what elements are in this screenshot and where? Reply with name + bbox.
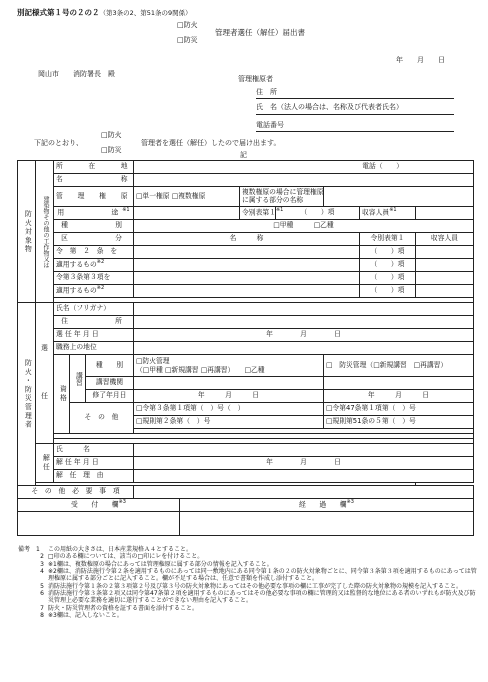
rei2-label-line1: 令 第 ２ 条 を xyxy=(54,246,134,259)
location-phone[interactable]: 電話（ ） xyxy=(134,161,474,174)
rei2-name-field-2[interactable] xyxy=(134,259,360,272)
rei3-kou-2[interactable]: （ ）項 xyxy=(360,285,416,298)
owner-name-label: 氏 名（法人の場合は、名称及び代表者氏名） xyxy=(256,103,403,111)
note-number: 8 xyxy=(40,611,44,619)
disaster-mgr-options[interactable]: □ 防災管理（□新規講習 □再講習） xyxy=(324,355,474,377)
furigana-field[interactable] xyxy=(134,303,474,316)
type-a-checkbox[interactable]: □甲種 xyxy=(273,221,294,230)
receipt-field xyxy=(18,512,180,536)
rei3-label-line2: 適用するもの$^{※2}$ xyxy=(54,285,134,298)
dismissal-name-field[interactable] xyxy=(134,444,474,457)
fire-mgr-options[interactable] xyxy=(134,355,324,377)
group-manager-label: 防火・防災管理者 xyxy=(23,358,32,430)
rei-note: ※1 xyxy=(275,207,284,214)
capacity-field[interactable] xyxy=(416,207,474,220)
body-checkbox-fire[interactable]: □防火 xyxy=(101,131,122,139)
qualification-label: 資格 xyxy=(58,385,67,403)
rei3-capacity-1[interactable] xyxy=(416,272,474,285)
submission-date: 年 月 日 xyxy=(396,56,445,64)
other-qual-label: そ の 他 xyxy=(70,403,134,434)
dismissal-date-field[interactable]: 年 月 日 xyxy=(134,457,474,470)
progress-field xyxy=(180,512,474,536)
note-number: 7 xyxy=(40,604,44,612)
group-target-label: 防火対象物 xyxy=(23,209,32,254)
address-underline xyxy=(256,98,454,99)
rei2-kou-1[interactable]: （ ）項 xyxy=(360,246,416,259)
owner-phone-label: 電話番号 xyxy=(256,121,284,129)
select-date-label: 選 任 年 月 日 xyxy=(54,329,134,342)
course-label: 講習 xyxy=(74,371,83,386)
note-item: 消防法施行令第１条の２第３項第２号及び第３号の防火対象物にあってはその他必要な事項の欄に工事が完了した際の防火対象物の規模を記入すること。 xyxy=(48,582,462,590)
group-select-label-2: 任 xyxy=(41,392,48,400)
course-org-disaster-field[interactable] xyxy=(324,377,474,390)
notes-row-2 xyxy=(18,553,478,560)
manager-address-label: 住 所 xyxy=(54,316,134,329)
group-target-object xyxy=(18,161,36,303)
rei3-note: ※2 xyxy=(96,285,105,292)
notes-label: 備考 1 xyxy=(18,546,40,553)
rei2-label-line2: 適用するもの$^{※2}$ xyxy=(54,259,134,272)
other-kisoku2-item[interactable]: □規則第２条第（ ）号 xyxy=(134,416,324,429)
body-prefix: 下記のとおり、 xyxy=(34,139,83,147)
phone-underline xyxy=(256,131,454,132)
progress-note: ※3 xyxy=(346,499,354,506)
note-item: ※1欄は、複数権原の場合にあっては管理権原に属する部分の情報を記入すること。 xyxy=(48,560,273,568)
receipt-header: 受 付 欄$^{※3}$ xyxy=(18,499,180,512)
dismissal-reason-label: 解 任 理 由 xyxy=(54,470,134,483)
rei2-capacity-2[interactable] xyxy=(416,259,474,272)
note-item: □印のある欄については、該当の□印にレを付けること。 xyxy=(48,553,204,561)
target-name-label: 名 称 xyxy=(54,174,134,187)
group-dismissal-label: 解任 xyxy=(41,454,50,472)
multi-note-line1: 複数権原の場合に管理権原 xyxy=(242,188,324,197)
capacity-note: ※1 xyxy=(389,207,397,214)
body-text: 管理者を選任（解任）したので届け出ます。 xyxy=(141,139,281,147)
notes-row-6 xyxy=(18,590,478,605)
multi-authority-field[interactable] xyxy=(324,187,474,207)
other-rei47-item[interactable]: □令第47条第１項第（ ）号 xyxy=(324,403,474,416)
recipient: 岡山市 消防署長 殿 xyxy=(38,70,115,78)
note-number: 2 xyxy=(40,553,44,561)
capacity-label: 収容人員$^{※1}$ xyxy=(360,207,416,220)
rei2-note: ※2 xyxy=(96,259,105,266)
notes-row-4 xyxy=(18,568,478,583)
note-item: 防火・防災管理者の資格を証する書面を添付すること。 xyxy=(48,604,199,612)
notes-row-7 xyxy=(18,605,478,612)
note-number: 4 xyxy=(40,567,44,575)
dismissal-date-label: 解 任 年 月 日 xyxy=(54,457,134,470)
note-number: 3 xyxy=(40,560,44,568)
title-checkbox-fire[interactable]: □防火 xyxy=(177,21,198,29)
remarks-label: そ の 他 必 要 事 項 xyxy=(18,486,134,499)
rei2-name-field-1[interactable] xyxy=(134,246,360,259)
rei3-kou-1[interactable]: （ ）項 xyxy=(360,272,416,285)
remarks-field[interactable] xyxy=(134,486,474,499)
title-checkbox-disaster[interactable]: □防災 xyxy=(177,36,198,44)
authority-label: 管 理 権 原 xyxy=(54,187,134,207)
completion-date-fire[interactable]: 年 月 日 xyxy=(134,390,324,403)
owner-address-label: 住 所 xyxy=(256,88,277,96)
fire-mgr-checkbox[interactable]: □防火管理 xyxy=(136,357,170,366)
authority-options[interactable] xyxy=(134,187,240,207)
multi-authority-note xyxy=(240,187,324,207)
course-org-fire-field[interactable] xyxy=(134,377,324,390)
type-label: 種 別 xyxy=(54,220,134,233)
multi-note-line2: に属する部分の名称 xyxy=(242,195,304,204)
col-rei-header: 令別表第１ xyxy=(360,233,416,246)
group-manager xyxy=(18,303,36,486)
rei3-name-field-2[interactable] xyxy=(134,285,360,298)
type-options[interactable] xyxy=(134,220,474,233)
notes-row-3 xyxy=(18,561,478,568)
rei2-capacity-1[interactable] xyxy=(416,246,474,259)
group-dismissal xyxy=(36,444,54,483)
group-select-label-1: 選 xyxy=(41,344,48,353)
progress-header: 経 過 欄$^{※3}$ xyxy=(180,499,474,512)
location-label: 所 在 地 xyxy=(54,161,134,174)
use-label: 用 途$^{※1}$ xyxy=(54,207,134,220)
col-capacity-header: 収容人員 xyxy=(416,233,474,246)
rei3-label-line1: 令第３条第３項を xyxy=(54,272,134,285)
target-name-field[interactable] xyxy=(134,174,474,187)
use-note: ※1 xyxy=(122,207,130,214)
dismissal-reason-field[interactable] xyxy=(134,470,474,483)
completion-date-label: 修了年月日 xyxy=(86,390,134,403)
type-b-checkbox[interactable]: □乙種 xyxy=(313,221,334,230)
note-item: 消防法施行令第３条第２項又は同令第47条第２項を適用するものにあってはその他必要な事項の欄に管理的又は監督的な地位にある者のいずれもが防火及び防災管理上必要な業務を適切に遂行することができない理由を記入すること。 xyxy=(48,589,476,605)
course-kind-label: 種 別 xyxy=(86,355,134,377)
dismissal-name-label: 氏 名 xyxy=(54,444,134,457)
col-name-header: 名 称 xyxy=(134,233,360,246)
manager-address-field[interactable] xyxy=(134,316,474,329)
body-checkbox-disaster[interactable]: □防災 xyxy=(101,146,122,154)
group-building xyxy=(36,161,54,303)
group-select xyxy=(36,303,54,444)
note-item: ※2欄は、消防法施行令第２条を適用するものにあっては同一敷地内にある同令第１条の２の防火対象物ごとに、同令第３条第３項を適用するものにあっては管理権原に属する部分ごとに記入すること。欄が不足する場合は、任意で書類を作成し添付すること。 xyxy=(48,567,477,583)
course-org-label: 講習機関 xyxy=(86,377,134,390)
rei3-capacity-2[interactable] xyxy=(416,285,474,298)
form-reference: （第3条の2、第51条の9関係） xyxy=(99,9,192,17)
select-date-field[interactable]: 年 月 日 xyxy=(134,329,474,342)
qualification-group xyxy=(54,355,70,434)
ki-label: 記 xyxy=(240,151,247,159)
note-item: ※3欄は、記入しないこと。 xyxy=(48,611,123,619)
fire-mgr-sub-options[interactable]: （□甲種 □新規講習 □再講習） □乙種 xyxy=(136,365,265,374)
multiple-authority-checkbox[interactable]: □複数権原 xyxy=(171,191,206,200)
owner-label: 管理権原者 xyxy=(238,75,273,83)
rei-label: 令別表第１$^{※1}$ xyxy=(240,207,276,220)
notification-form-table xyxy=(17,160,474,536)
notes-row-5 xyxy=(18,583,478,590)
note-item: この用紙の大きさは、日本産業規格Ａ４とすること。 xyxy=(48,546,193,553)
other-kisoku51-item[interactable]: □規則第51条の５第（ ）号 xyxy=(324,416,474,429)
group-building-label: 建築物その他の工作物又は xyxy=(41,195,49,268)
rei2-kou-2[interactable]: （ ）項 xyxy=(360,259,416,272)
position-label: 職務上の地位 xyxy=(54,342,134,355)
other-rei3-item[interactable]: □令第３条第１項第（ ）号（ ） xyxy=(134,403,324,416)
division-label: 区 分 xyxy=(54,233,134,246)
completion-date-disaster[interactable]: 年 月 日 xyxy=(324,390,474,403)
position-field[interactable] xyxy=(134,342,474,355)
receipt-note: ※3 xyxy=(118,499,126,506)
rei-value[interactable]: （ ）項 xyxy=(276,207,360,220)
note-number: 5 xyxy=(40,582,44,590)
rei3-name-field-1[interactable] xyxy=(134,272,360,285)
use-field[interactable] xyxy=(134,207,240,220)
form-number: 別記様式第１号の２の２（第3条の2、第51条の9関係） xyxy=(17,8,192,17)
note-number: 6 xyxy=(40,589,44,597)
name-underline xyxy=(256,114,454,115)
notes-section xyxy=(18,546,478,619)
furigana-label: 氏名（フリガナ） xyxy=(54,303,134,316)
course-group xyxy=(70,355,86,403)
document-title: 管理者選任（解任）届出書 xyxy=(215,28,305,37)
notes-row-8 xyxy=(18,612,478,619)
single-authority-checkbox[interactable]: □単一権原 xyxy=(136,191,170,200)
